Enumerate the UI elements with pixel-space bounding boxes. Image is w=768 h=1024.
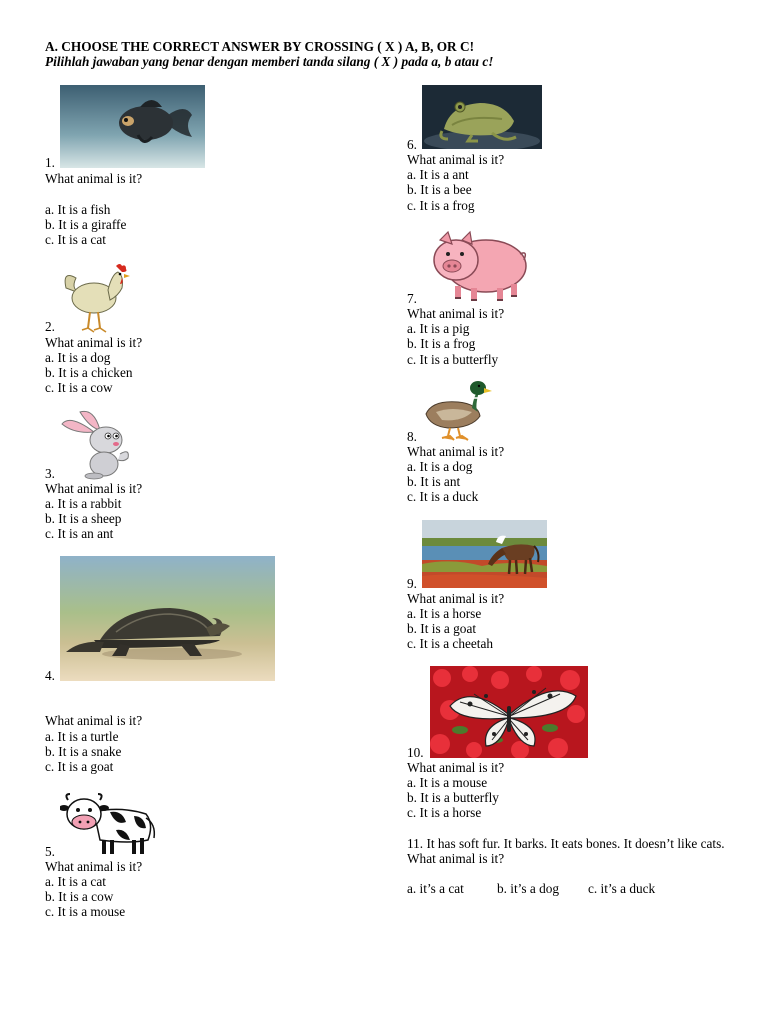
question-prompt: What animal is it? (45, 859, 143, 874)
cow-picture (60, 790, 157, 857)
option-c[interactable]: c. It is a goat (45, 759, 114, 774)
option-a[interactable]: a. It is a dog (45, 350, 111, 365)
question-number: 5. (45, 844, 55, 859)
question-prompt: What animal is it? (45, 481, 143, 496)
horse-picture (422, 520, 547, 588)
option-a[interactable]: a. It is a cat (45, 874, 106, 889)
option-b[interactable]: b. It is a cow (45, 889, 114, 904)
worksheet-instructions: Pilihlah jawaban yang benar dengan memberi tanda silang ( X ) pada a, b atau c! (45, 54, 494, 69)
question-prompt: What animal is it? (45, 171, 143, 186)
rabbit-picture (60, 408, 132, 480)
question-number: 3. (45, 466, 55, 481)
option-c[interactable]: c. It is an ant (45, 526, 114, 541)
option-b[interactable]: b. It is a sheep (45, 511, 122, 526)
option-b[interactable]: b. It is a bee (407, 182, 472, 197)
option-c[interactable]: c. It is a butterfly (407, 352, 499, 367)
butterfly-picture (430, 666, 588, 758)
option-c[interactable]: c. It is a cow (45, 380, 113, 395)
question-prompt: What animal is it? (407, 152, 505, 167)
option-a[interactable]: a. It is a dog (407, 459, 473, 474)
option-b[interactable]: b. It is a butterfly (407, 790, 499, 805)
turtle-picture (60, 556, 275, 681)
question-number: 4. (45, 668, 55, 683)
option-b[interactable]: b. It is ant (407, 474, 461, 489)
duck-picture (422, 378, 492, 442)
question-number: 1. (45, 155, 55, 170)
question-prompt: What animal is it? (407, 760, 505, 775)
option-b[interactable]: b. It is a frog (407, 336, 476, 351)
option-b[interactable]: b. It is a chicken (45, 365, 133, 380)
question-number: 2. (45, 319, 55, 334)
option-b[interactable]: b. it’s a dog (497, 881, 560, 896)
option-a[interactable]: a. It is a ant (407, 167, 469, 182)
option-b[interactable]: b. It is a goat (407, 621, 477, 636)
option-b[interactable]: b. It is a snake (45, 744, 122, 759)
option-c[interactable]: c. It is a mouse (45, 904, 126, 919)
option-a[interactable]: a. It is a pig (407, 321, 470, 336)
question-number: 9. (407, 576, 417, 591)
option-a[interactable]: a. It is a turtle (45, 729, 119, 744)
question-number: 7. (407, 291, 417, 306)
option-b[interactable]: b. It is a giraffe (45, 217, 127, 232)
option-a[interactable]: a. It is a mouse (407, 775, 488, 790)
option-a[interactable]: a. It is a fish (45, 202, 111, 217)
fish-picture (60, 85, 205, 168)
option-a[interactable]: a. it’s a cat (407, 881, 464, 896)
option-a[interactable]: a. It is a rabbit (45, 496, 122, 511)
question-prompt: What animal is it? (407, 591, 505, 606)
option-c[interactable]: c. It is a horse (407, 805, 482, 820)
option-c[interactable]: c. It is a cheetah (407, 636, 494, 651)
question-prompt: What animal is it? (407, 306, 505, 321)
option-c[interactable]: c. it’s a duck (588, 881, 656, 896)
worksheet-title: A. CHOOSE THE CORRECT ANSWER BY CROSSING ( X ) A, B, OR C! (45, 39, 475, 54)
chicken-picture (60, 260, 130, 334)
question-11-text: 11. It has soft fur. It barks. It eats bones. It doesn’t like cats. What animal is it? (407, 836, 725, 867)
option-a[interactable]: a. It is a horse (407, 606, 482, 621)
question-number: 8. (407, 429, 417, 444)
question-prompt: What animal is it? (45, 713, 143, 728)
option-c[interactable]: c. It is a duck (407, 489, 479, 504)
question-prompt: What animal is it? (45, 335, 143, 350)
pig-picture (428, 230, 528, 302)
frog-picture (422, 85, 542, 149)
option-c[interactable]: c. It is a cat (45, 232, 106, 247)
question-number: 10. (407, 745, 424, 760)
question-prompt: What animal is it? (407, 444, 505, 459)
option-c[interactable]: c. It is a frog (407, 198, 475, 213)
question-number: 6. (407, 137, 417, 152)
